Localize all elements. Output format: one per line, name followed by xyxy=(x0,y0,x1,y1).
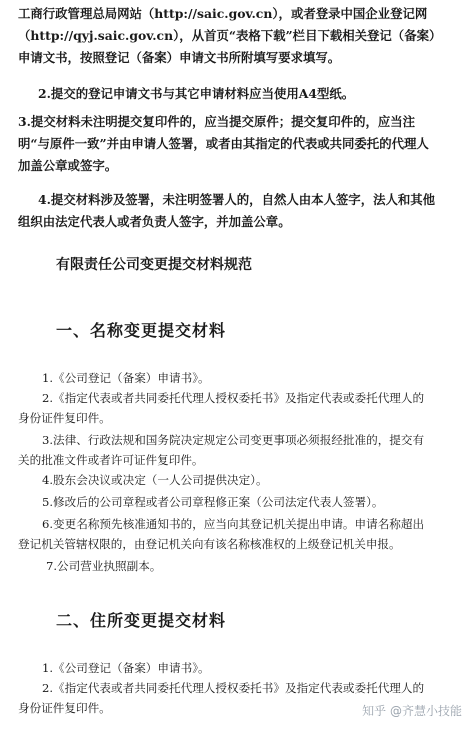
section-1-item-4: 4.股东会决议或决定（一人公司提供决定）。 xyxy=(42,473,268,487)
section-1-item-2-cont: 身份证件复印件。 xyxy=(18,411,111,425)
section-1-item-1: 1.《公司登记（备案）申请书》。 xyxy=(42,371,210,385)
section-1-item-5: 5.修改后的公司章程或者公司章程修正案（公司法定代表人签署）。 xyxy=(42,495,384,509)
section-1-item-6-cont: 登记机关管辖权限的，由登记机关向有该名称核准权的上级登记机关申报。 xyxy=(18,537,401,551)
point-4-line-2: 组织由法定代表人或者负责人签字，并加盖公章。 xyxy=(18,214,291,229)
section-1-item-2: 2.《指定代表或者共同委托代理人授权委托书》及指定代表或委托代理人的 xyxy=(42,391,425,405)
point-3-line-3: 加盖公章或签字。 xyxy=(18,158,118,173)
section-1-item-7: 7.公司营业执照副本。 xyxy=(46,559,162,573)
intro-line-2: （http://qyj.saic.gov.cn），从首页“表格下载”栏目下载相关登记（备案） xyxy=(18,28,442,43)
section-1-item-3: 3.法律、行政法规和国务院决定规定公司变更事项必须报经批准的，提交有 xyxy=(42,433,425,447)
section-2-item-2: 2.《指定代表或者共同委托代理人授权委托书》及指定代表或委托代理人的 xyxy=(42,681,425,695)
section-2-item-2-cont: 身份证件复印件。 xyxy=(18,701,111,715)
point-2: 2.提交的登记申请文书与其它申请材料应当使用A4型纸。 xyxy=(38,86,355,101)
intro-line-1: 工商行政管理总局网站（http://saic.gov.cn），或者登录中国企业登记网 xyxy=(18,6,428,21)
intro-line-3: 申请文书，按照登记（备案）申请文书所附填写要求填写。 xyxy=(18,50,341,65)
point-3-line-2: 明“与原件一致”并由申请人签署，或者由其指定的代表或共同委托的代理人 xyxy=(18,136,429,151)
section-1-item-6: 6.变更名称预先核准通知书的，应当向其登记机关提出申请。申请名称超出 xyxy=(42,517,425,531)
point-3-line-1: 3.提交材料未注明提交复印件的，应当提交原件；提交复印件的，应当注 xyxy=(18,114,416,129)
section-1-item-3-cont: 关的批准文件或者许可证件复印件。 xyxy=(18,453,204,467)
watermark: 知乎 @齐慧小技能 xyxy=(362,704,462,718)
section-1-title: 一、名称变更提交材料 xyxy=(56,321,227,340)
point-4-line-1: 4.提交材料涉及签署，未注明签署人的，自然人由本人签字，法人和其他 xyxy=(38,192,436,207)
section-2-title: 二、住所变更提交材料 xyxy=(56,611,227,630)
section-2-item-1: 1.《公司登记（备案）申请书》。 xyxy=(42,661,210,675)
document-subtitle: 有限责任公司变更提交材料规范 xyxy=(56,257,252,273)
